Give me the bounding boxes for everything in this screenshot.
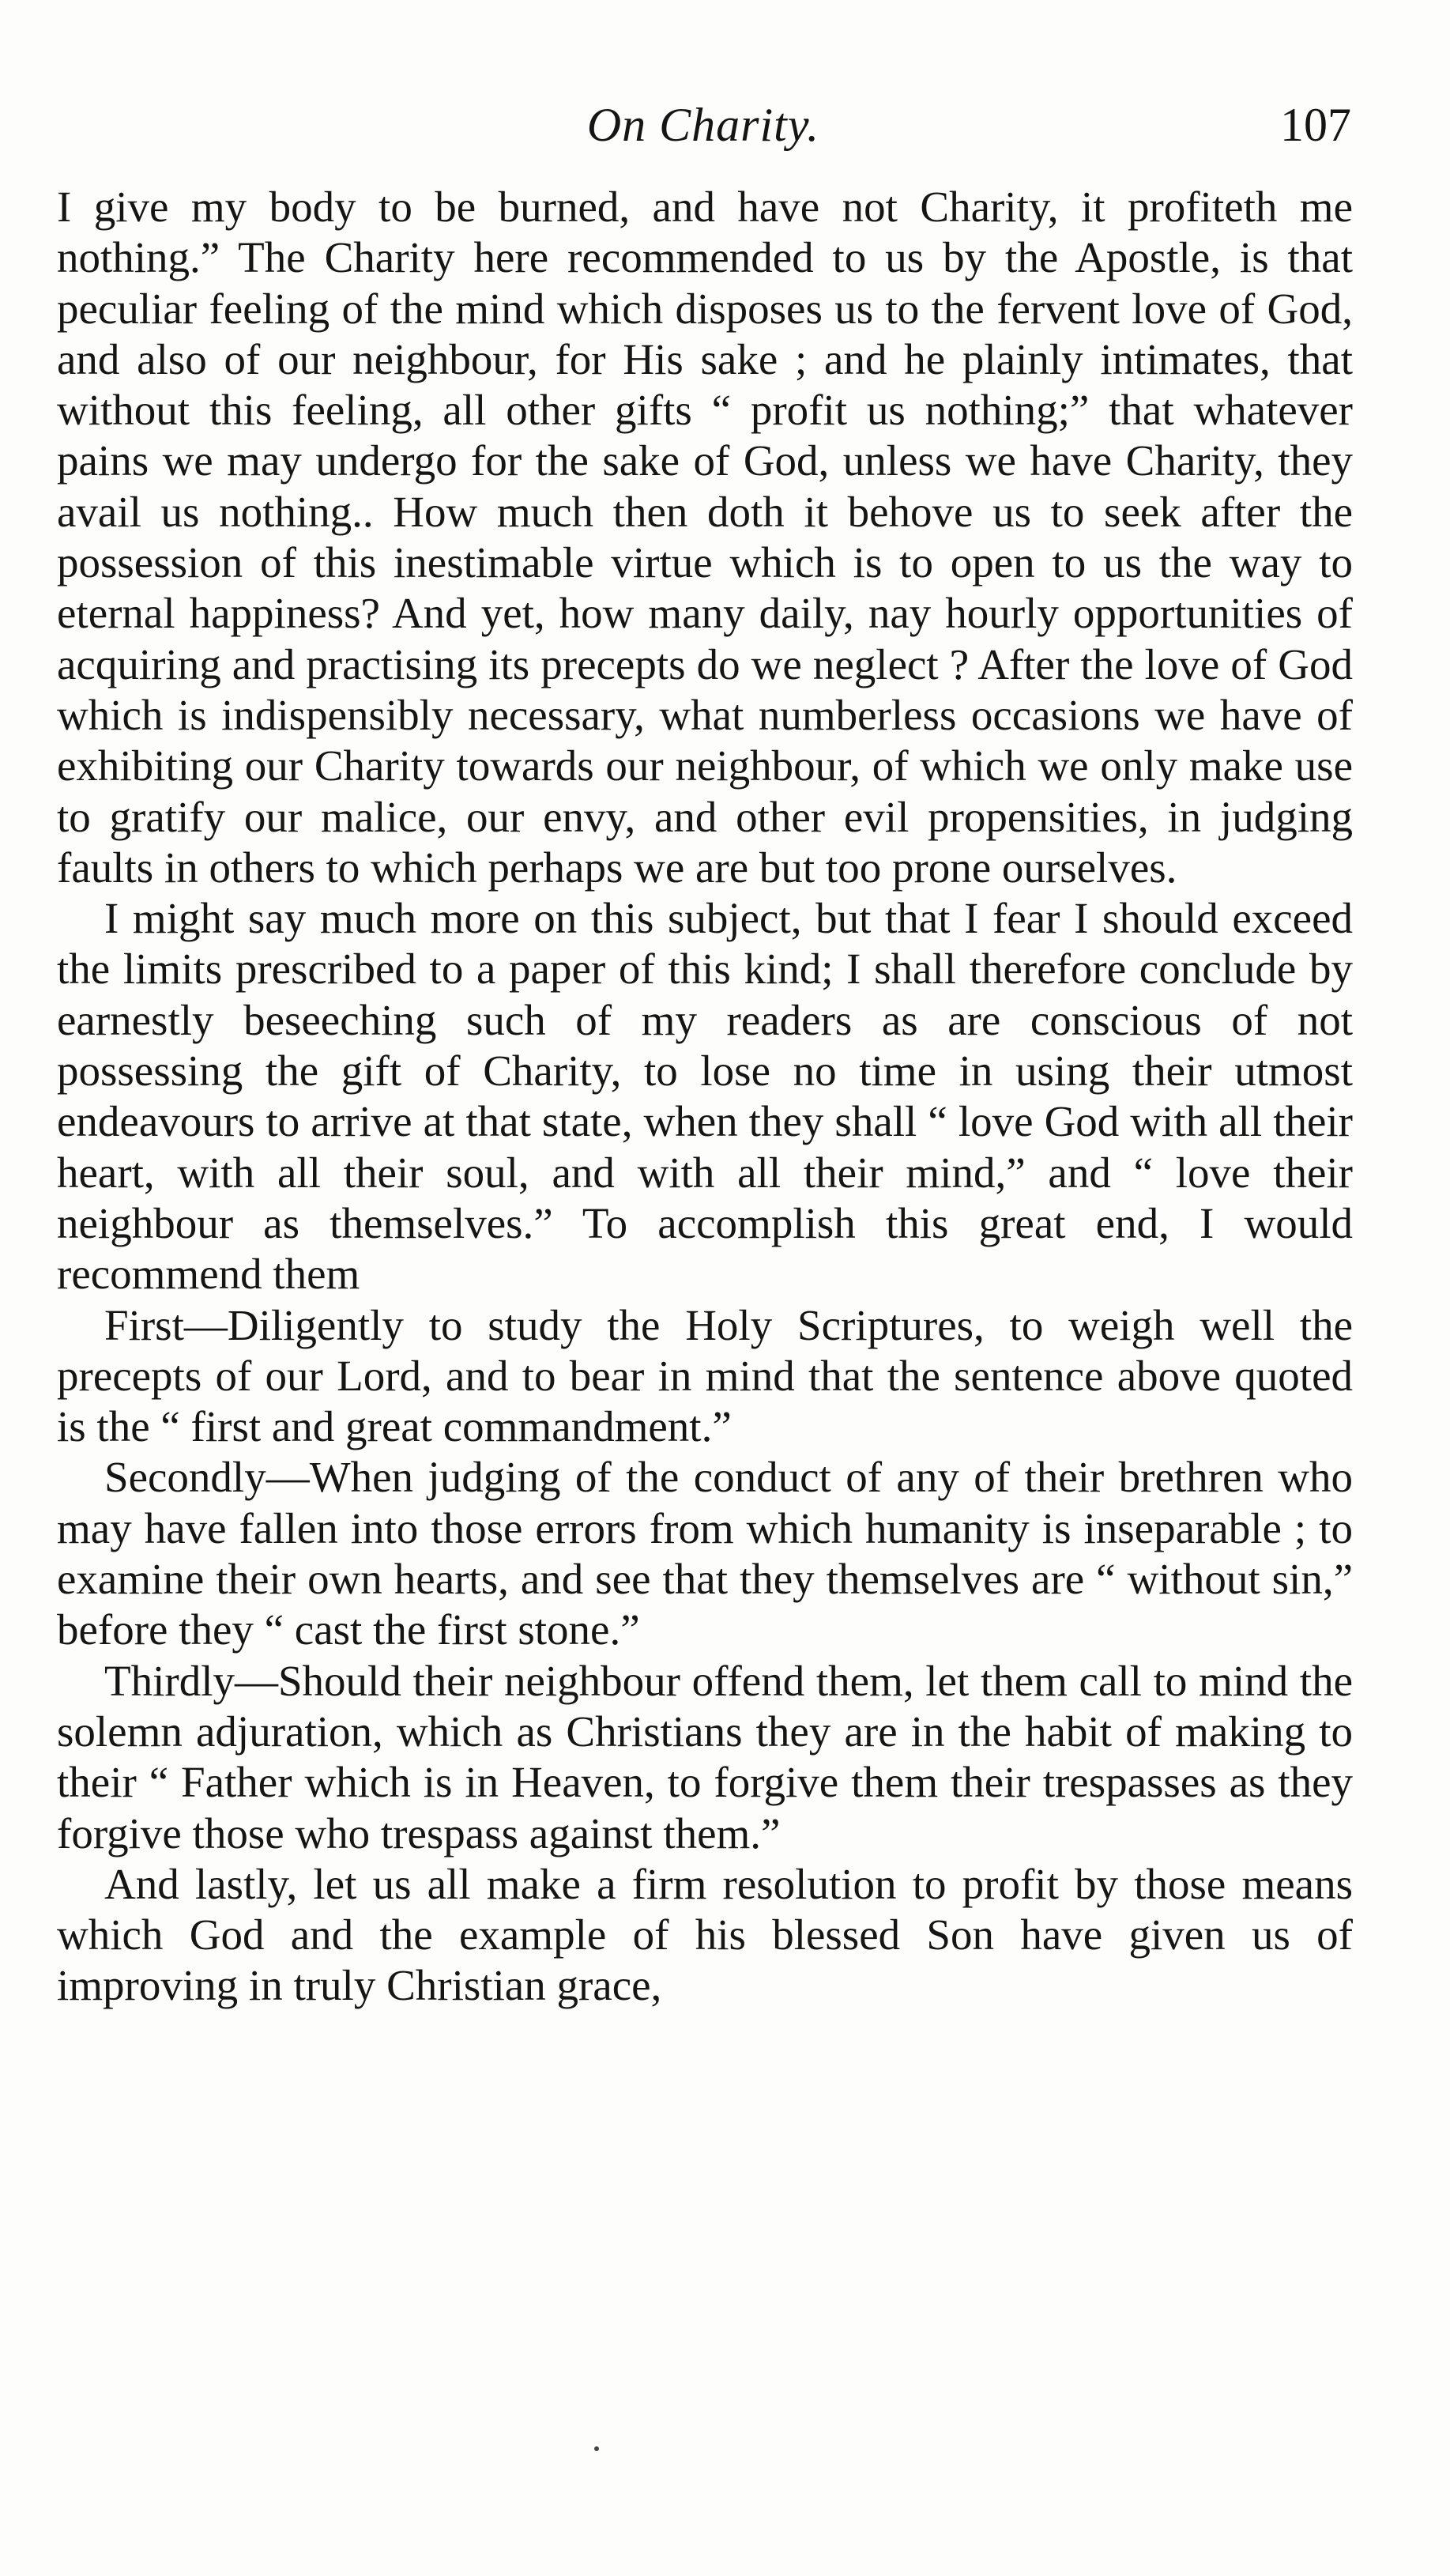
paragraph-2: I might say much more on this subject, but that I fear I should exceed the limits prescribed to a paper of this kind; I shall therefore conclude by earnestly beseeching such of my readers as are conscious of not possessing the gift of Charity, to lose no time in using their utmost endeavours to arrive at that state, when they shall “ love God with all their heart, with all their soul, and with all their mind,” and “ love their neighbour as themselves.” To accomplish this great end, I would recommend them [57,894,1353,1299]
paragraph-6: And lastly, let us all make a firm resolution to profit by those means which God and the example of his blessed Son have given us of improving in truly Christian grace, [57,1859,1353,2010]
body-text [57,182,1353,2012]
running-title: On Charity. [586,99,820,151]
paragraph-3: First—Diligently to study the Holy Scriptures, to weigh well the precepts of our Lord, and to bear in mind that the sentence above quoted is the “ first and great commandment.” [57,1300,1353,1451]
paragraph-4: Secondly—When judging of the conduct of any of their brethren who may have fallen into those errors from which humanity is inseparable ; to examine their own hearts, and see that they themselves are “ without sin,” before they “ cast the first stone.” [57,1453,1353,1654]
paragraph-5: Thirdly—Should their neighbour offend them, let them call to mind the solemn adjuration, which as Christians they are in the habit of making to their “ Father which is in Heaven, to forgive them their trespasses as they forgive those who trespass against them.” [57,1656,1353,1858]
ink-speck [594,2446,599,2451]
page-header [55,93,1351,157]
page-number: 107 [1280,99,1351,151]
paragraph-1: I give my body to be burned, and have not Charity, it profiteth me nothing.” The Charity here recommended to us by the Apostle, is that peculiar feeling of the mind which disposes us to the fervent love of God, and also of our neighbour, for His sake ; and he plainly intimates, that without this feeling, all other gifts “ profit us nothing;” that whatever pains we may undergo for the sake of God, unless we have Charity, they avail us nothing.. How much then doth it behove us to seek after the possession of this inestimable virtue which is to open to us the way to eternal happiness? And yet, how many daily, nay hourly opportunities of acquiring and practising its precepts do we neglect ? After the love of God which is indispensibly necessary, what numberless occasions we have of exhibiting our Charity towards our neighbour, of which we only make use to gratify our malice, our envy, and other evil propensities, in judging faults in others to which perhaps we are but too prone ourselves. [57,183,1353,892]
